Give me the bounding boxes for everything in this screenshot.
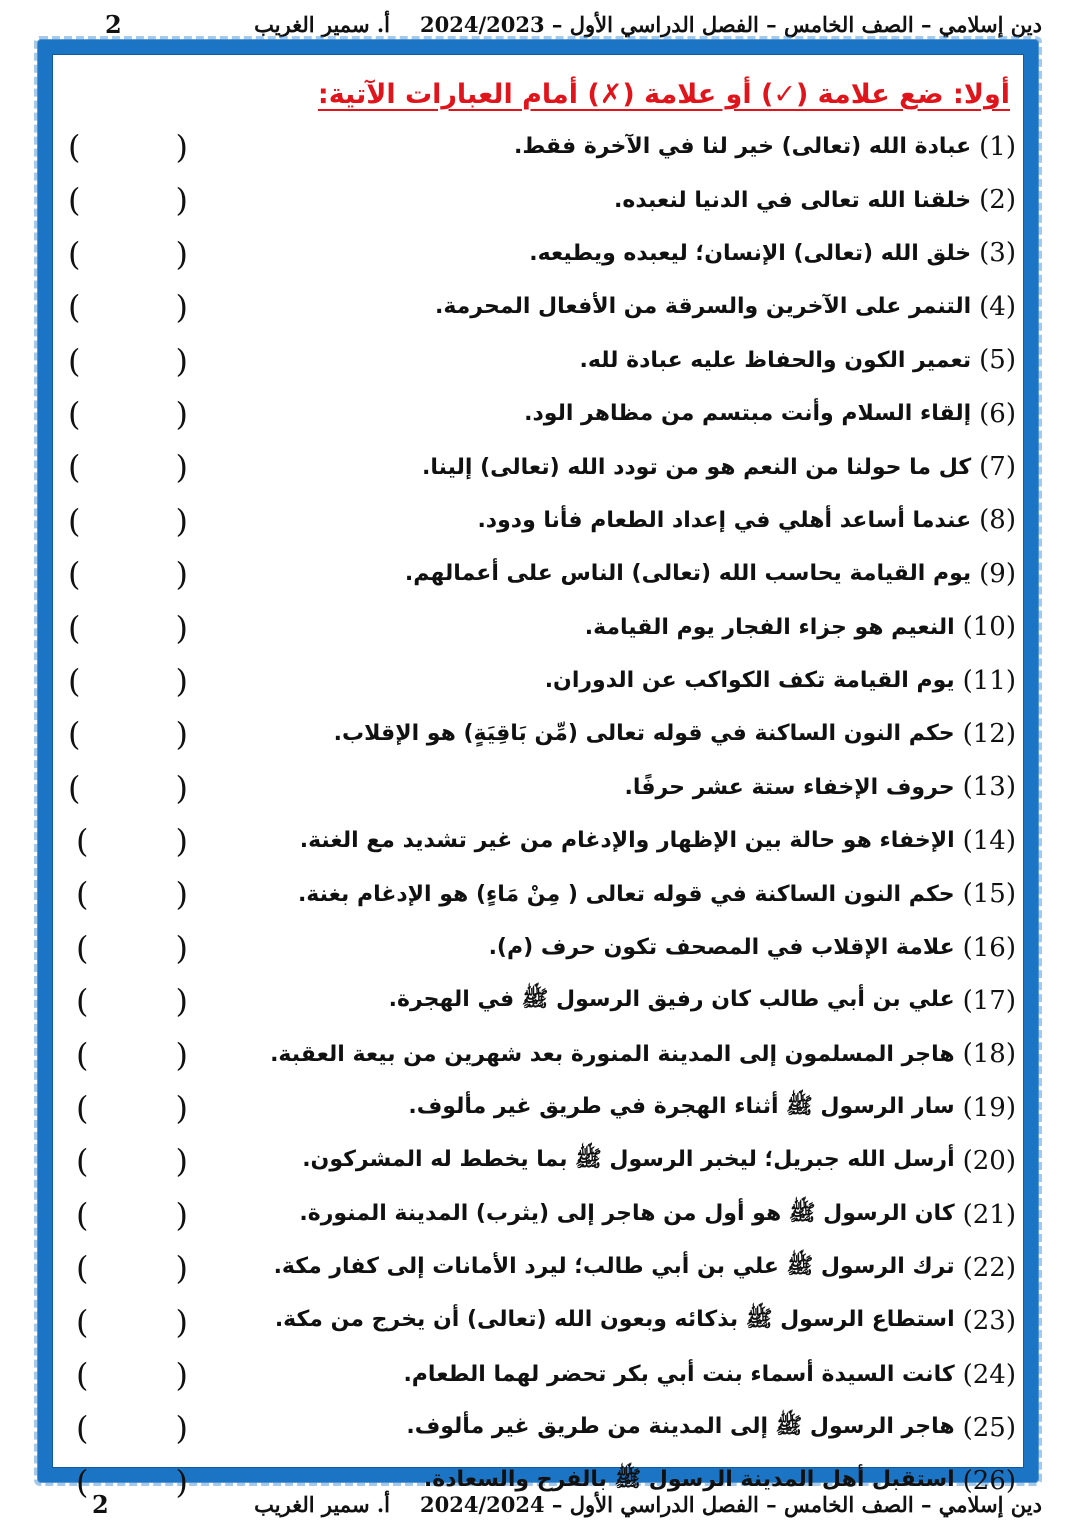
- answer-blank[interactable]: [76, 1139, 188, 1183]
- statement-number: (4): [979, 291, 1016, 322]
- answer-blank[interactable]: [68, 659, 188, 703]
- answer-blank[interactable]: [68, 392, 188, 436]
- answer-close-paren: ): [175, 1409, 188, 1448]
- statement-text: حروف الإخفاء ستة عشر حرفًا.: [624, 774, 955, 800]
- answer-blank[interactable]: [76, 1246, 188, 1290]
- statement-text: يوم القيامة تكف الكواكب عن الدوران.: [544, 668, 955, 694]
- statement-text: كل ما حولنا من النعم هو من تودد الله (تعالى) إلينا.: [422, 454, 972, 480]
- statement-number: (17): [962, 985, 1016, 1016]
- answer-blank[interactable]: [76, 819, 188, 863]
- answer-close-paren: ): [175, 1195, 188, 1234]
- page-header: [0, 4, 1080, 44]
- worksheet-content: [52, 54, 1024, 1501]
- answer-close-paren: ): [175, 1035, 188, 1074]
- statement-item: [52, 120, 1016, 173]
- answer-blank[interactable]: [68, 125, 188, 169]
- answer-blank[interactable]: [68, 232, 188, 276]
- answer-blank[interactable]: [68, 552, 188, 596]
- statement-number: (2): [979, 185, 1016, 216]
- answer-close-paren: ): [175, 661, 188, 700]
- answer-close-paren: ): [175, 928, 188, 967]
- statement-number: (15): [962, 879, 1016, 910]
- footer-subject: دين إسلامي – الصف الخامس – الفصل الدراسي الأول – 2024/2024: [420, 1491, 1042, 1517]
- answer-close-paren: ): [175, 768, 188, 807]
- statement-text: حكم النون الساكنة في قوله تعالى ( مِنْ مَاءٍ) هو الإدغام بغنة.: [297, 881, 955, 907]
- answer-blank[interactable]: [68, 606, 188, 650]
- answer-close-paren: ): [175, 234, 188, 273]
- statement-text: إلقاء السلام وأنت مبتسم من مظاهر الود.: [524, 401, 972, 427]
- statement-item: [52, 867, 1016, 920]
- answer-blank[interactable]: [76, 1353, 188, 1397]
- statement-text: استطاع الرسول ﷺ بذكائه وبعون الله (تعالى) أن يخرج من مكة.: [274, 1307, 955, 1333]
- statement-text: حكم النون الساكنة في قوله تعالى (مِّن بَاقِيَةٍ) هو الإقلاب.: [333, 721, 955, 747]
- answer-close-paren: ): [175, 875, 188, 914]
- answer-open-paren: (: [68, 768, 81, 807]
- answer-open-paren: (: [76, 1142, 89, 1181]
- answer-blank[interactable]: [76, 979, 188, 1023]
- answer-open-paren: (: [68, 394, 81, 433]
- answer-close-paren: ): [175, 1249, 188, 1288]
- answer-close-paren: ): [175, 128, 188, 166]
- answer-close-paren: ): [175, 1089, 188, 1128]
- statement-text: كانت السيدة أسماء بنت أبي بكر تحضر لهما الطعام.: [403, 1362, 955, 1388]
- statement-text: عندما أساعد أهلي في إعداد الطعام فأنا ودود.: [477, 507, 972, 533]
- statement-item: [52, 707, 1016, 760]
- answer-open-paren: (: [68, 181, 81, 220]
- statement-text: خلقنا الله تعالى في الدنيا لنعبده.: [614, 187, 972, 213]
- answer-close-paren: ): [175, 448, 188, 487]
- header-teacher: أ. سمير الغريب: [254, 11, 390, 37]
- answer-open-paren: (: [68, 555, 81, 594]
- statement-number: (7): [979, 452, 1016, 483]
- answer-close-paren: ): [175, 341, 188, 380]
- statement-item: [52, 173, 1016, 226]
- statement-text: خلق الله (تعالى) الإنسان؛ ليعبده ويطيعه.: [529, 240, 972, 266]
- answer-blank[interactable]: [68, 712, 188, 756]
- statement-number: (25): [962, 1413, 1016, 1444]
- answer-open-paren: (: [76, 1195, 89, 1234]
- statement-text: هاجر المسلمون إلى المدينة المنورة بعد شهرين من بيعة العقبة.: [270, 1041, 955, 1067]
- statement-item: [52, 1241, 1016, 1294]
- footer-page-number: 2: [92, 1489, 109, 1519]
- statement-item: [52, 974, 1016, 1027]
- answer-close-paren: ): [175, 181, 188, 220]
- answer-open-paren: (: [76, 1409, 89, 1448]
- statement-text: استقبل أهل المدينة الرسول ﷺ بالفرح والسعادة.: [423, 1467, 955, 1493]
- statement-item: [52, 1188, 1016, 1241]
- answer-open-paren: (: [68, 288, 81, 327]
- statement-item: [52, 440, 1016, 493]
- answer-open-paren: (: [68, 661, 81, 700]
- statement-text: هاجر الرسول ﷺ إلى المدينة من طريق غير مألوف.: [406, 1414, 955, 1440]
- statement-number: (23): [962, 1306, 1016, 1337]
- statement-number: (19): [962, 1092, 1016, 1123]
- answer-open-paren: (: [76, 1089, 89, 1128]
- statement-number: (3): [979, 238, 1016, 269]
- statement-number: (5): [979, 345, 1016, 376]
- answer-close-paren: ): [175, 555, 188, 594]
- statement-number: (21): [962, 1199, 1016, 1230]
- answer-blank[interactable]: [68, 499, 188, 543]
- answer-blank[interactable]: [76, 1033, 188, 1077]
- answer-close-paren: ): [175, 822, 188, 861]
- answer-blank[interactable]: [76, 926, 188, 970]
- statement-number: (24): [962, 1359, 1016, 1390]
- answer-open-paren: (: [68, 341, 81, 380]
- statement-number: (18): [962, 1039, 1016, 1070]
- answer-blank[interactable]: [68, 285, 188, 329]
- statement-number: (6): [979, 398, 1016, 429]
- statement-item: [52, 1134, 1016, 1187]
- answer-close-paren: ): [175, 1142, 188, 1181]
- statement-number: (13): [962, 772, 1016, 803]
- answer-open-paren: (: [68, 501, 81, 540]
- statement-text: تعمير الكون والحفاظ عليه عبادة لله.: [579, 347, 972, 373]
- statement-item: [52, 1295, 1016, 1348]
- statement-item: [52, 654, 1016, 707]
- answer-open-paren: (: [76, 1355, 89, 1394]
- statement-item: [52, 1401, 1016, 1454]
- header-subject: دين إسلامي – الصف الخامس – الفصل الدراسي الأول – 2024/2023: [420, 11, 1042, 37]
- statement-item: [52, 494, 1016, 547]
- statement-item: [52, 547, 1016, 600]
- footer-teacher: أ. سمير الغريب: [254, 1491, 390, 1517]
- statement-item: [52, 280, 1016, 333]
- statement-item: [52, 1081, 1016, 1134]
- statement-text: كان الرسول ﷺ هو أول من هاجر إلى (يثرب) المدينة المنورة.: [299, 1200, 955, 1226]
- statement-text: الإخفاء هو حالة بين الإظهار والإدغام من غير تشديد مع الغنة.: [299, 828, 955, 854]
- statement-item: [52, 921, 1016, 974]
- statement-list: [52, 120, 1016, 1508]
- statement-item: [52, 1028, 1016, 1081]
- page-footer: [0, 1484, 1080, 1524]
- statement-text: ترك الرسول ﷺ علي بن أبي طالب؛ ليرد الأمانات إلى كفار مكة.: [273, 1253, 955, 1279]
- section-title: أولا: ضع علامة (✓) أو علامة (✗) أمام العبارات الآتية:: [317, 79, 1010, 110]
- statement-text: يوم القيامة يحاسب الله (تعالى) الناس على أعمالهم.: [404, 561, 972, 587]
- statement-number: (22): [962, 1252, 1016, 1283]
- answer-open-paren: (: [76, 1462, 89, 1501]
- statement-number: (8): [979, 505, 1016, 536]
- answer-close-paren: ): [175, 1302, 188, 1341]
- answer-blank[interactable]: [68, 766, 188, 810]
- answer-open-paren: (: [76, 1249, 89, 1288]
- answer-open-paren: (: [68, 715, 81, 754]
- statement-text: علي بن أبي طالب كان رفيق الرسول ﷺ في الهجرة.: [388, 986, 955, 1012]
- statement-number: (9): [979, 558, 1016, 589]
- statement-number: (14): [962, 825, 1016, 856]
- answer-close-paren: ): [175, 1355, 188, 1394]
- answer-close-paren: ): [175, 394, 188, 433]
- statement-text: أرسل الله جبريل؛ ليخبر الرسول ﷺ بما يخطط له المشركون.: [302, 1147, 955, 1173]
- statement-item: [52, 814, 1016, 867]
- statement-number: (16): [962, 932, 1016, 963]
- header-page-number: 2: [105, 9, 122, 39]
- statement-item: [52, 1348, 1016, 1401]
- statement-item: [52, 227, 1016, 280]
- answer-blank[interactable]: [68, 178, 188, 222]
- statement-number: (12): [962, 718, 1016, 749]
- statement-item: [52, 761, 1016, 814]
- answer-blank[interactable]: [76, 872, 188, 916]
- statement-number: (11): [962, 665, 1016, 696]
- answer-close-paren: ): [175, 1462, 188, 1501]
- statement-text: علامة الإقلاب في المصحف تكون حرف (م).: [488, 935, 955, 961]
- statement-text: عبادة الله (تعالى) خير لنا في الآخرة فقط.: [514, 134, 972, 160]
- answer-open-paren: (: [76, 1035, 89, 1074]
- statement-text: النعيم هو جزاء الفجار يوم القيامة.: [584, 614, 955, 640]
- statement-number: (26): [962, 1466, 1016, 1497]
- statement-text: التنمر على الآخرين والسرقة من الأفعال المحرمة.: [434, 294, 972, 320]
- answer-close-paren: ): [175, 715, 188, 754]
- answer-open-paren: (: [76, 875, 89, 914]
- answer-blank[interactable]: [68, 445, 188, 489]
- answer-close-paren: ): [175, 608, 188, 647]
- answer-open-paren: (: [76, 982, 89, 1021]
- statement-number: (10): [962, 612, 1016, 643]
- answer-close-paren: ): [175, 501, 188, 540]
- worksheet-frame: [38, 40, 1038, 1501]
- answer-open-paren: (: [68, 234, 81, 273]
- answer-blank[interactable]: [76, 1193, 188, 1237]
- answer-open-paren: (: [76, 822, 89, 861]
- answer-blank[interactable]: [76, 1086, 188, 1130]
- statement-text: سار الرسول ﷺ أثناء الهجرة في طريق غير مألوف.: [408, 1093, 955, 1119]
- answer-close-paren: ): [175, 982, 188, 1021]
- answer-open-paren: (: [68, 608, 81, 647]
- answer-open-paren: (: [76, 928, 89, 967]
- answer-open-paren: (: [68, 448, 81, 487]
- statement-item: [52, 334, 1016, 387]
- answer-close-paren: ): [175, 288, 188, 327]
- answer-blank[interactable]: [68, 339, 188, 383]
- answer-open-paren: (: [76, 1302, 89, 1341]
- statement-item: [52, 387, 1016, 440]
- answer-open-paren: (: [68, 128, 81, 166]
- answer-blank[interactable]: [76, 1300, 188, 1344]
- answer-blank[interactable]: [76, 1406, 188, 1450]
- statement-number: (20): [962, 1146, 1016, 1177]
- statement-item: [52, 601, 1016, 654]
- statement-number: (1): [979, 131, 1016, 162]
